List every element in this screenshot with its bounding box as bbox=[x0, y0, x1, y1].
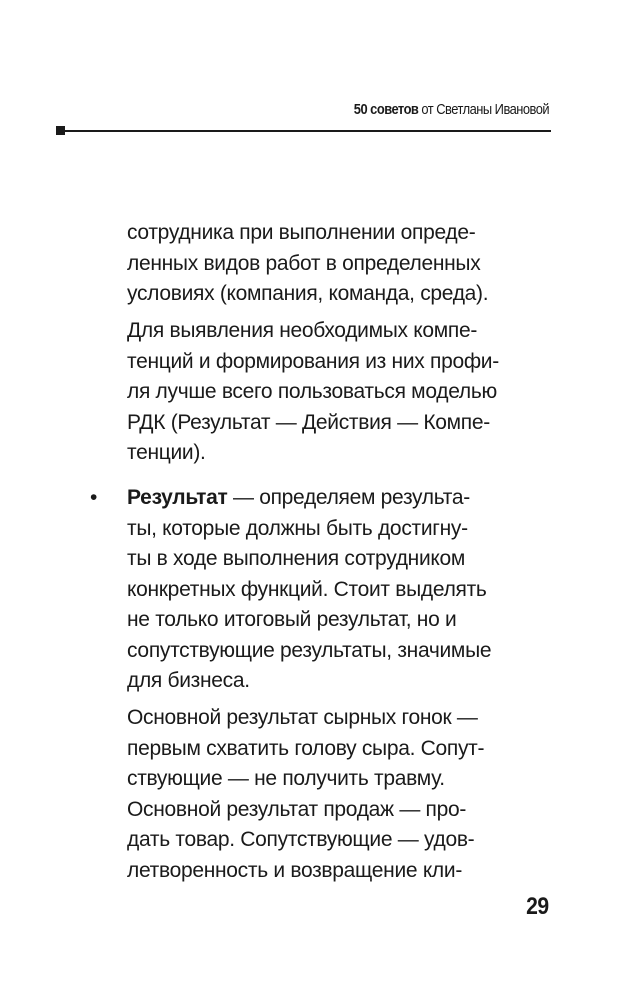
header-title-rest: от Светланы Ивановой bbox=[418, 101, 549, 118]
header-rule bbox=[62, 130, 551, 132]
header-title-bold: 50 советов bbox=[353, 101, 419, 118]
running-header bbox=[354, 101, 549, 118]
text-line: ты, которые должны быть достигну- bbox=[127, 516, 468, 540]
bullet-first-line-rest: — определяем результа- bbox=[227, 486, 470, 509]
paragraph-1 bbox=[127, 218, 557, 310]
text-line: сотрудника при выполнении опреде- bbox=[127, 221, 476, 244]
text-line: тенций и формирования из них профи- bbox=[127, 349, 499, 373]
text-line: РДК (Результат — Действия — Компе- bbox=[127, 410, 490, 434]
text-line: сопутствующие результаты, значимые bbox=[127, 638, 492, 662]
text-line: конкретных функций. Стоит выделять bbox=[127, 577, 487, 601]
page-number: 29 bbox=[526, 893, 549, 920]
text-line: летворенность и возвращение кли- bbox=[127, 858, 463, 882]
text-line: ты в ходе выполнения сотрудником bbox=[127, 547, 466, 570]
bullet-marker: • bbox=[90, 486, 98, 509]
text-line: ствующие — не получить травму. bbox=[127, 767, 445, 790]
paragraph-2 bbox=[127, 316, 557, 469]
paragraph-4 bbox=[127, 703, 557, 886]
text-line: Для выявления необходимых компе- bbox=[127, 319, 478, 342]
text-line: дать товар. Сопутствующие — удов- bbox=[127, 828, 475, 851]
text-line: первым схватить голову сыра. Сопут- bbox=[127, 736, 485, 760]
text-line: тенции). bbox=[127, 441, 206, 464]
text-line: ля лучше всего пользоваться моделью bbox=[127, 380, 497, 403]
text-line: условиях (компания, команда, среда). bbox=[127, 282, 489, 305]
text-line: Основной результат продаж — про- bbox=[127, 797, 467, 821]
bullet-first-line bbox=[127, 483, 557, 514]
text-line: не только итоговый результат, но и bbox=[127, 608, 457, 631]
text-line: Основной результат сырных гонок — bbox=[127, 706, 478, 729]
text-line: для бизнеса. bbox=[127, 669, 250, 692]
bullet-paragraph bbox=[127, 483, 557, 697]
bullet-term: Результат bbox=[127, 486, 228, 509]
text-line: ленных видов работ в определенных bbox=[127, 251, 481, 275]
